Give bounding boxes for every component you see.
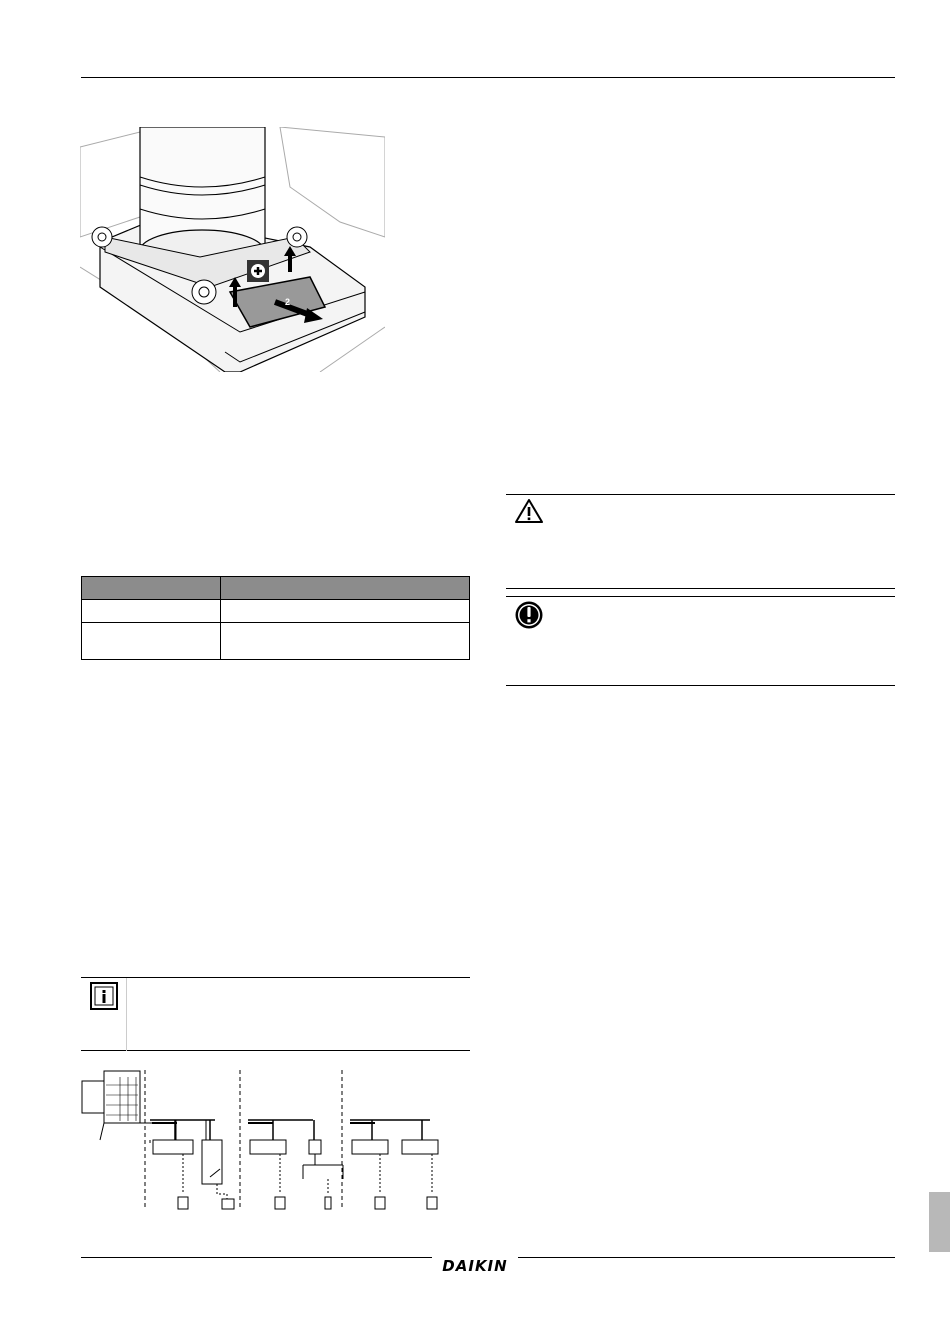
notice-box-bottom-rule <box>506 685 895 686</box>
table-row <box>82 623 470 660</box>
table-header-row <box>82 577 470 600</box>
arrow-label: 2 <box>285 297 291 307</box>
section-side-tab <box>929 1192 950 1252</box>
header-rule <box>81 77 895 78</box>
info-box-divider <box>126 978 127 1051</box>
info-box-bottom-rule <box>81 1050 470 1051</box>
warning-triangle-icon <box>514 498 544 524</box>
caution-box-top-rule <box>506 494 895 495</box>
caution-box-bottom-rule <box>506 588 895 589</box>
compressor-illustration <box>80 127 385 372</box>
daikin-logo: DAIKIN <box>432 1256 518 1276</box>
notice-box-top-rule <box>506 596 895 597</box>
system-wiring-diagram <box>80 1065 460 1215</box>
table-row <box>82 600 470 623</box>
info-icon <box>90 982 118 1010</box>
info-box-top-rule <box>81 977 470 978</box>
data-table <box>81 576 470 660</box>
important-exclamation-icon <box>514 600 544 630</box>
